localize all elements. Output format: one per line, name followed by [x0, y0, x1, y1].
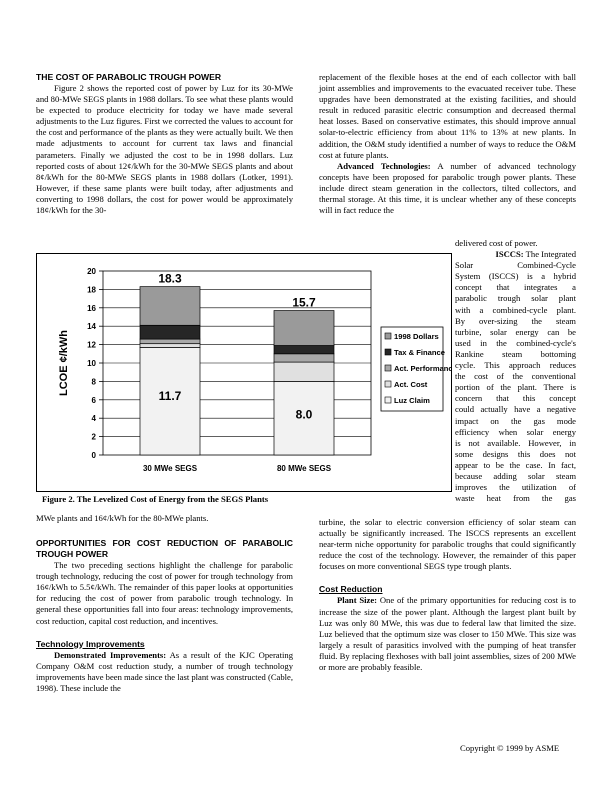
paragraph-demonstrated: Demonstrated Improvements: As a result of the KJC Operating Company O&M cost reduction study, a number of trough technology improvements have been made since the last plant was constructed (Cable, 1998). These include the	[36, 649, 294, 693]
legend-swatch-0	[385, 333, 391, 339]
legend-label-4: Luz Claim	[394, 396, 430, 405]
bar-1-4	[274, 311, 334, 346]
legend-swatch-1	[385, 349, 391, 355]
y-tick-label-8: 8	[91, 377, 96, 387]
data-label-3: 8.0	[295, 407, 313, 422]
run-in-heading-plant-size: Plant Size:	[337, 595, 378, 606]
iscc-line-22: waste heat from the gas	[455, 493, 576, 504]
legend-label-1: Tax & Finance	[394, 348, 445, 357]
iscc-line-15: impact on the gas mode	[455, 415, 576, 426]
iscc-line-13: concern that this concept	[455, 393, 576, 404]
y-tick-label-12: 12	[87, 340, 96, 350]
iscc-line-1: Solar Combined-Cycle	[455, 260, 576, 271]
y-tick-label-14: 14	[87, 322, 96, 332]
bar-1-3	[274, 346, 334, 354]
left-column-top	[36, 72, 293, 216]
footer-copyright: Copyright © 1999 by ASME	[460, 743, 560, 753]
iscc-line-0: ISCCS: The Integrated	[495, 249, 576, 260]
right-column-bottom	[319, 517, 576, 673]
figure-caption: Figure 2. The Levelized Cost of Energy from the SEGS Plants	[42, 494, 269, 504]
data-label-1: 11.7	[158, 388, 182, 403]
bar-0-3	[140, 325, 200, 339]
y-tick-label-2: 2	[91, 432, 96, 442]
run-in-heading-iscc: ISCCS:	[495, 249, 524, 260]
subheading-tech-improvements: Technology Improvements	[36, 638, 145, 649]
y-tick-label-4: 4	[91, 414, 96, 424]
legend-swatch-2	[385, 365, 391, 371]
iscc-line-7: turbine, solar energy can be	[455, 326, 576, 337]
y-tick-label-10: 10	[87, 359, 96, 368]
iscc-line-10: cycle. This approach reduces	[455, 360, 576, 371]
lcoe-stacked-bar-chart	[37, 254, 451, 491]
right-narrow-column	[455, 238, 576, 504]
legend-label-3: Act. Cost	[394, 380, 428, 389]
paragraph-advanced-tech: Advanced Technologies: A number of advanced technology concepts have been proposed for parabolic trough power plants. These include direct steam generation in the collectors, tilted collectors, and thermal storage. At this time, it is unclear whether any of these concepts will in fact reduce the	[319, 160, 576, 216]
legend-label-2: Act. Performance	[394, 364, 451, 373]
data-label-0: 18.3	[158, 271, 182, 286]
run-in-heading-demonstrated: Demonstrated Improvements:	[54, 649, 167, 660]
bar-0-2	[140, 339, 200, 344]
bar-1-2	[274, 354, 334, 362]
y-tick-label-6: 6	[91, 395, 96, 405]
iscc-line-8: used in the combined-cycle's	[455, 337, 576, 348]
iscc-line-11: the cost of the conventional	[455, 371, 576, 382]
section-heading-cost: THE COST OF PARABOLIC TROUGH POWER	[36, 72, 222, 82]
bar-0-1	[140, 344, 200, 348]
y-tick-label-18: 18	[87, 285, 96, 295]
y-tick-label-0: 0	[91, 451, 96, 460]
legend-swatch-3	[385, 381, 391, 387]
y-tick-label-20: 20	[87, 267, 96, 276]
iscc-line-16: efficiency when solar energy	[455, 426, 576, 437]
iscc-block	[455, 249, 576, 504]
x-tick-label-0: 30 MWe SEGS	[142, 464, 198, 473]
iscc-line-2: System (ISCCS) is a hybrid	[455, 271, 576, 282]
iscc-line-12: portion of the plant. There is	[455, 382, 576, 393]
legend-swatch-4	[385, 397, 391, 403]
data-label-2: 15.7	[292, 295, 316, 310]
paragraph-opportunities: The two preceding sections highlight the challenge for parabolic trough technology, reducing the cost of power for trough technology from 16¢/kWh to 5.5¢/kWh. The remainder of this paper looks at opportunities for reducing the cost of power from parabolic trough technology. In general these opportunities fall into four areas: technology improvements, cost reduction, capital cost reduction, and incentives.	[36, 560, 293, 626]
iscc-line-18: some designs this does not	[455, 448, 576, 459]
figure-2-box	[36, 253, 452, 492]
paragraph-cost-cont: MWe plants and 16¢/kWh for the 80-MWe plants.	[36, 513, 209, 523]
bar-0-4	[140, 287, 200, 326]
iscc-line-19: appear to be the case. In fact,	[455, 459, 576, 470]
y-axis-label: LCOE ¢/kWh	[58, 329, 70, 397]
iscc-line-4: parabolic trough solar plant	[455, 293, 576, 304]
iscc-line-6: By over-sizing the steam	[455, 315, 576, 326]
paragraph-cost: Figure 2 shows the reported cost of power by Luz for its 30-MWe and 80-MWe SEGS plants in 1988 dollars. To see what these plants would be expected to produce electricity for today we have made several adjustments to the Luz figures. First we corrected the values to account for the cost and performance of the plants as they were actually built. We then made adjustments to account for current tax laws and financial parameters. Finally we adjusted the cost to be in 1998 dollars. Luz reported costs of about 12¢/kWh for the 30-MWe SEGS plants and about 8¢/kWh for the 80-MWe SEGS plants in 1988 dollars (Lotker, 1991). However, if these same plants were built today, after adjustments and converting to 1998 dollars, the cost for power would be approximately 18¢/kWh for the 30-	[36, 83, 294, 216]
iscc-line-9: Rankine steam bottoming	[455, 348, 576, 359]
run-in-heading-advanced: Advanced Technologies:	[337, 160, 431, 171]
left-column-bottom	[36, 513, 293, 694]
iscc-line-17: is not available. However, in	[455, 437, 576, 448]
paragraph-advanced-end: delivered cost of power.	[455, 238, 538, 248]
iscc-line-14: could actually have a negative	[455, 404, 576, 415]
subheading-cost-reduction: Cost Reduction	[319, 584, 383, 595]
right-column-top	[319, 72, 576, 216]
iscc-line-5: with a combined-cycle plant.	[455, 304, 576, 315]
x-tick-label-1: 80 MWe SEGS	[276, 464, 332, 473]
iscc-line-3: concept that integrates a	[455, 282, 576, 293]
iscc-line-20: because adding solar steam	[455, 470, 576, 481]
paragraph-flex-hoses: replacement of the flexible hoses at the end of each collector with ball joint assemblies and improvements to the evacuated receiver tube. These upgrades have been demonstrated at the existing facilities, and should result in reduced parasitic electric consumption and decreased thermal heat losses. Based on conservative estimates, this should improve annual solar-to-electric efficiency from about 11% to 13% at new plants. In addition, the O&M study identified a number of ways to reduce the O&M cost at future plants.	[319, 72, 576, 160]
bar-1-1	[274, 362, 334, 381]
paragraph-plant-size: Plant Size: One of the primary opportunities for reducing cost is to increase the size of the power plant. Although the largest plant built by Luz was only 80 MWe, this was due to federal law that limited the size. Luz believed that the optimum size was closer to 150 MWe. This size was largely a result of parasitics involved with the pumping of heat transfer fluid. By replacing flexhoses with ball joint assemblies, sizes of 200 MWe or more are probably feasible.	[319, 595, 576, 673]
iscc-line-21: improves the utilization of	[455, 482, 576, 493]
y-tick-label-16: 16	[87, 303, 96, 313]
legend-label-0: 1998 Dollars	[394, 332, 439, 341]
paragraph-iscc-cont: turbine, the solar to electric conversion efficiency of solar steam can actually be significantly increased. The ISCCS represents an excellent near-term niche opportunity for parabolic troughs that could significantly reduce the cost of the technology. However, the remainder of this paper focuses on more conventional SEGS type trough plants.	[319, 517, 576, 572]
section-heading-opportunities: OPPORTUNITIES FOR COST REDUCTION OF PARABOLIC TROUGH POWER	[36, 538, 293, 560]
